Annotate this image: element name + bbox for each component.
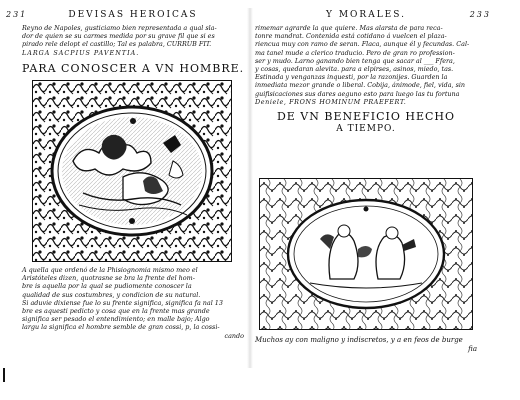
left-running-title: DEVISAS HEROICAS bbox=[68, 10, 198, 20]
text-line: cando bbox=[224, 331, 244, 340]
text-line: Muchos ay con maligno y indiscretos, y a en feos de burge bbox=[255, 336, 463, 344]
left-page bbox=[6, 10, 245, 366]
text-line: guifisicaciones sus dares aeguno esto para luego las tu fortuna bbox=[255, 89, 460, 98]
right-top-paragraph bbox=[255, 24, 477, 106]
book-gutter bbox=[247, 8, 253, 368]
left-bottom-paragraph bbox=[22, 266, 244, 340]
emblem-illustration bbox=[33, 81, 231, 261]
text-line: significa ser pesado el entendimiento; en malle bajo; Algo bbox=[22, 315, 210, 324]
text-line: y cosas, quedaran alevita. para a elpirses, asinos, miedo, tas. bbox=[255, 65, 454, 74]
left-emblem-woodcut bbox=[32, 80, 232, 262]
text-line: ma tanel mude a clerico traducio. Pero de gran ro profession- bbox=[255, 48, 455, 57]
text-line: Aristóteles dizen, quotrasne se bra la frente del hom- bbox=[22, 274, 195, 283]
left-running-header bbox=[6, 10, 244, 22]
text-line: Si aduvie dixiense fue lo su frente significa, significa fa nal 13 bbox=[22, 298, 223, 307]
right-page bbox=[255, 10, 491, 366]
right-running-title: Y MORALES. bbox=[326, 10, 406, 20]
text-line: rimemar agrarde la que quiere. Mas alarsta de para reca- bbox=[255, 24, 443, 32]
text-line: pirado rele delopt el castillo; Tal es palabra, CURRUB FIT. bbox=[22, 40, 212, 49]
text-line: dor de quien se su carmes medida por su grave fil que si es bbox=[22, 32, 215, 41]
left-folio: 231 bbox=[6, 10, 28, 19]
text-line: Deniele, FRONS HOMINUM PRAEFERT. bbox=[255, 97, 407, 106]
text-line: riencua muy con ramo de seran. Flaca, aunque él y fecundas. Cal- bbox=[255, 40, 470, 49]
text-line: inmediata mezor grande o liberal. Cobija, ánimode, fiel, vida, sin bbox=[255, 81, 466, 90]
text-line: ser y mudo. Larno ganando bien tenga que sacar al ___ Ffera, bbox=[255, 56, 455, 65]
text-line: qualidad de sus costumbres, y condicion de su natural. bbox=[22, 290, 201, 299]
right-section-subheading: A TIEMPO. bbox=[336, 124, 396, 134]
left-section-heading: PARA CONOSCER A VN HOMBRE. bbox=[22, 62, 245, 75]
right-running-header bbox=[255, 10, 491, 22]
text-line: LARGA SACPIUS PAVENTIA. bbox=[22, 48, 140, 57]
text-line: tonre mandrat. Contenida está cotidano á vuelcen el plaza- bbox=[255, 32, 447, 41]
emblem-illustration bbox=[260, 179, 472, 329]
left-top-paragraph bbox=[22, 24, 244, 57]
text-line: Reyno de Napoles, gusticiamo bien representada a qual sla- bbox=[22, 24, 217, 32]
text-line: fia bbox=[468, 345, 477, 353]
right-emblem-woodcut bbox=[259, 178, 473, 330]
right-section-heading: DE VN BENEFICIO HECHO bbox=[276, 110, 456, 123]
text-line: largu la significa el hombre semble de gran cossi, p, la cossi- bbox=[22, 323, 220, 332]
scan-edge-mark bbox=[3, 368, 5, 382]
right-folio: 233 bbox=[469, 10, 491, 19]
right-bottom-paragraph bbox=[255, 336, 477, 354]
text-line: bre is aquella por la qual se pudiomente conoscer la bbox=[22, 282, 192, 291]
text-line: A quella que ordenó de la Phisiognomia mismo meo el bbox=[22, 266, 198, 274]
text-line: bre es aquesti pedicto y cosa que en la frente mas grande bbox=[22, 307, 210, 316]
text-line: Estinada y venganzas inquesti, por la razonijes. Guarden la bbox=[255, 73, 448, 82]
